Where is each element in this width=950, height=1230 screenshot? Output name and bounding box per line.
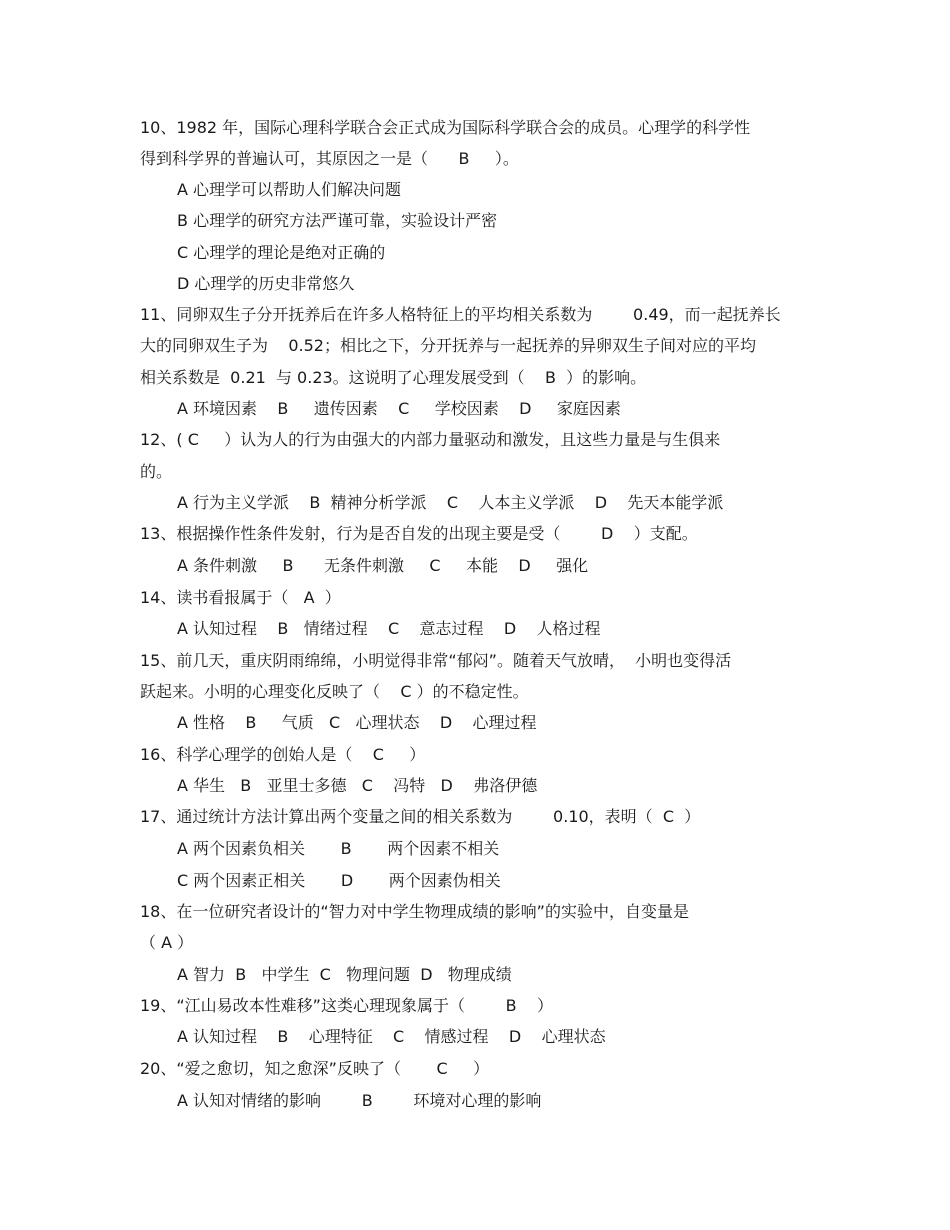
option-line: A 条件刺激 B 无条件刺激 C 本能 D 强化 [177, 556, 589, 575]
option-line: A 智力 B 中学生 C 物理问题 D 物理成绩 [177, 965, 512, 984]
question-16: 16、科学心理学的创始人是（ C ） [140, 745, 426, 764]
question-18-line-2: （ A ） [140, 933, 194, 952]
question-15-line-2: 跃起来。小明的心理变化反映了（ C ）的不稳定性。 [140, 682, 529, 701]
question-17: 17、通过统计方法计算出两个变量之间的相关系数为 0.10，表明（ C ） [140, 807, 701, 826]
question-11-line-3: 相关系数是 0.21 与 0.23。这说明了心理发展受到（ B ）的影响。 [140, 368, 647, 387]
option-line: D 心理学的历史非常悠久 [177, 274, 355, 293]
question-10-line-2: 得到科学界的普遍认可，其原因之一是（ B ）。 [140, 149, 519, 168]
option-line: A 华生 B 亚里士多德 C 冯特 D 弗洛伊德 [177, 776, 538, 795]
option-line: A 心理学可以帮助人们解决问题 [177, 180, 402, 199]
question-20: 20、“爱之愈切，知之愈深”反映了（ C ） [140, 1059, 490, 1078]
question-18-line-1: 18、在一位研究者设计的“智力对中学生物理成绩的影响”的实验中，自变量是 [140, 902, 689, 921]
option-line: A 认知对情绪的影响 B 环境对心理的影响 [177, 1091, 542, 1110]
option-line: A 两个因素负相关 B 两个因素不相关 [177, 839, 500, 858]
option-line: C 心理学的理论是绝对正确的 [177, 243, 386, 262]
question-10-line-1: 10、1982 年，国际心理科学联合会正式成为国际科学联合会的成员。心理学的科学性 [140, 118, 751, 137]
question-13: 13、根据操作性条件发射，行为是否自发的出现主要是受（ D ）支配。 [140, 524, 698, 543]
option-line: A 行为主义学派 B 精神分析学派 C 人本主义学派 D 先天本能学派 [177, 493, 724, 512]
option-line: A 认知过程 B 心理特征 C 情感过程 D 心理状态 [177, 1027, 606, 1046]
question-14: 14、读书看报属于（ A ） [140, 588, 341, 607]
option-line: A 环境因素 B 遗传因素 C 学校因素 D 家庭因素 [177, 399, 621, 418]
question-12-line-2: 的。 [140, 462, 173, 481]
question-11-line-1: 11、同卵双生子分开抚养后在许多人格特征上的平均相关系数为 0.49，而一起抚养长 [140, 305, 781, 324]
option-line: B 心理学的研究方法严谨可靠，实验设计严密 [177, 211, 498, 230]
option-line: A 性格 B 气质 C 心理状态 D 心理过程 [177, 713, 537, 732]
option-line: C 两个因素正相关 D 两个因素伪相关 [177, 871, 501, 890]
question-12-line-1: 12、( C ）认为人的行为由强大的内部力量驱动和激发，且这些力量是与生俱来 [140, 430, 721, 449]
option-line: A 认知过程 B 情绪过程 C 意志过程 D 人格过程 [177, 619, 601, 638]
question-19: 19、“江山易改本性难移”这类心理现象属于（ B ） [140, 996, 553, 1015]
question-15-line-1: 15、前几天，重庆阴雨绵绵，小明觉得非常“郁闷”。随着天气放晴， 小明也变得活 [140, 651, 732, 670]
question-11-line-2: 大的同卵双生子为 0.52；相比之下，分开抚养与一起抚养的异卵双生子间对应的平均 [140, 336, 756, 355]
